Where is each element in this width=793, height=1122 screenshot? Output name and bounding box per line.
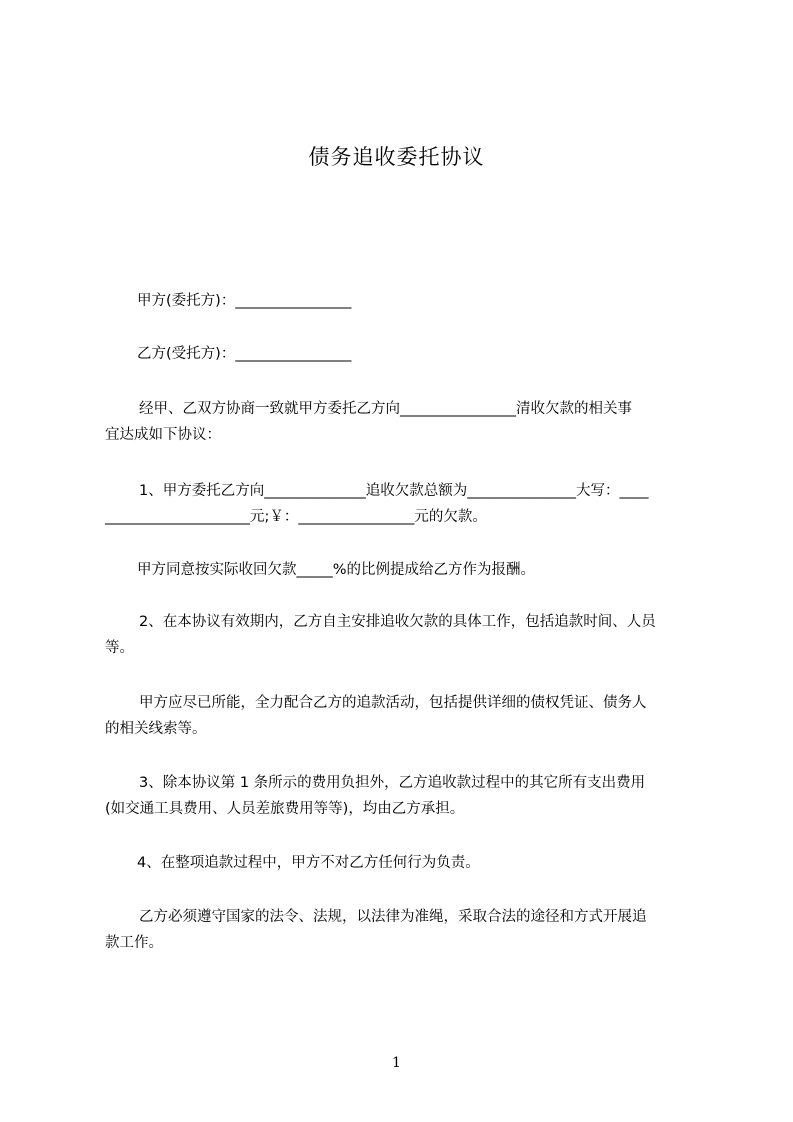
intro-line-2: 宜达成如下协议： (105, 427, 221, 443)
clause-2b-line-2: 的相关线索等。 (105, 721, 207, 737)
page-number: 1 (392, 1055, 401, 1071)
clause-2-line-1: 2、在本协议有效期内，乙方自主安排追收欠款的具体工作，包括追款时间、人员 (139, 614, 656, 630)
party-a-line: 甲方(委托方)：________________ (137, 293, 352, 309)
clause-2b-line-1: 甲方应尽已所能，全力配合乙方的追款活动，包括提供详细的债权凭证、债务人 (139, 695, 647, 711)
document-title: 债务追收委托协议 (308, 145, 485, 169)
party-b-line: 乙方(受托方)：________________ (137, 346, 352, 362)
intro-line-1: 经甲、乙双方协商一致就甲方委托乙方向________________清收欠款的相关事 (139, 401, 632, 417)
clause-4: 4、在整项追款过程中，甲方不对乙方任何行为负责。 (137, 855, 480, 871)
clause-1-reward: 甲方同意按实际收回欠款_____%的比例提成给乙方作为报酬。 (137, 562, 536, 578)
clause-3-line-2: (如交通工具费用、人员差旅费用等等)，均由乙方承担。 (105, 801, 465, 817)
clause-1-line-2: ____________________元;￥：________________元的欠款。 (105, 509, 487, 525)
clause-1-line-1: 1、甲方委托乙方向______________追收欠款总额为_______________大写：____ (139, 483, 649, 499)
clause-4b-line-1: 乙方必须遵守国家的法令、法规，以法律为准绳，采取合法的途径和方式开展追 (139, 909, 647, 925)
clause-3-line-1: 3、除本协议第 1 条所示的费用负担外，乙方追收款过程中的其它所有支出费用 (139, 775, 646, 791)
clause-2-line-2: 等。 (105, 640, 134, 656)
clause-4b-line-2: 款工作。 (105, 935, 163, 951)
